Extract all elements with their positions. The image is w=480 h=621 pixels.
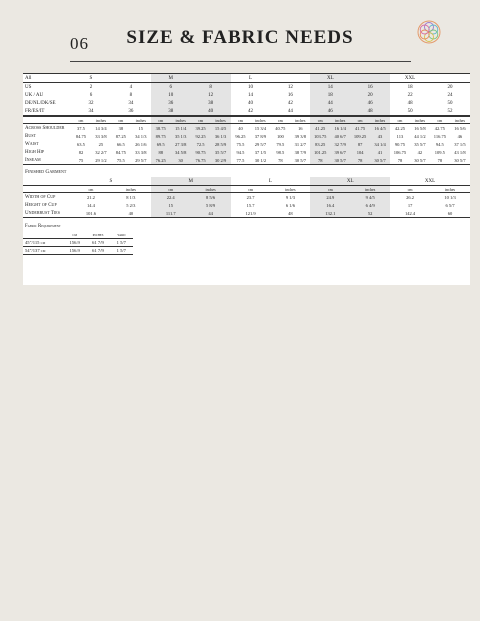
- measurement-cell: 35 5/7: [211, 148, 231, 156]
- unit-header: cm: [191, 117, 211, 124]
- measurement-cell: 82: [78, 149, 84, 155]
- measurement-cell: 14 3/4: [95, 125, 107, 131]
- fabric-cell: 61 7/9: [86, 247, 109, 255]
- measurement-cell: 32 2/7: [95, 149, 107, 155]
- row-label: Bust: [25, 134, 36, 139]
- measurement-cell: 30 5/7: [370, 156, 390, 165]
- measurement-cell: 37.5: [77, 125, 85, 131]
- size-cell: 44: [310, 99, 350, 107]
- measurement-cell: 26 1/6: [135, 141, 147, 147]
- unit-header: cm: [151, 117, 171, 124]
- size-cell: 38: [151, 107, 191, 116]
- measurement-row: [23, 132, 470, 140]
- fabric-row: [23, 239, 133, 247]
- size-cell: 8: [129, 92, 133, 98]
- measurement-cell: 41.25: [310, 124, 330, 133]
- measurement-cell: 104: [350, 148, 370, 156]
- size-cell: XXL: [390, 74, 430, 83]
- garment-cell: 24.9: [310, 193, 350, 202]
- unit-header: inches: [270, 186, 310, 193]
- measurement-cell: 90.75: [394, 141, 406, 147]
- size-header: M: [151, 177, 231, 186]
- measurement-cell: 16: [298, 125, 303, 131]
- size-header: XXL: [424, 178, 436, 184]
- size-cell: 48: [350, 107, 390, 116]
- unit-header: cm: [390, 117, 410, 124]
- unit-header: cm: [390, 186, 430, 193]
- measurement-cell: 42.75: [434, 125, 445, 131]
- measurement-cell: 78: [350, 156, 370, 165]
- row-label: Height of Cup: [25, 203, 57, 208]
- size-cell: 36: [111, 107, 151, 116]
- garment-cell: 21.2: [87, 194, 95, 200]
- garment-cell: 44: [191, 209, 231, 218]
- size-cell: 12: [191, 91, 231, 99]
- size-cell: 42: [231, 107, 271, 116]
- garment-cell: 48: [270, 209, 310, 218]
- measurement-cell: 103.75: [310, 132, 330, 140]
- measurement-cell: 35 5/7: [414, 141, 426, 147]
- size-row: [23, 99, 470, 107]
- garment-cell: 40: [111, 209, 151, 218]
- unit-header: cm: [270, 117, 290, 124]
- size-cell: 40: [191, 107, 231, 116]
- measurement-cell: 72.5: [191, 140, 211, 148]
- measurement-row: [23, 124, 470, 133]
- measurement-cell: 38.75: [151, 124, 171, 133]
- garment-cell: 8 1/3: [126, 194, 136, 200]
- unit-header: [23, 231, 63, 239]
- unit-header: inches: [91, 117, 111, 124]
- row-label: Width of Cup: [25, 195, 56, 200]
- size-cell: 4: [129, 84, 133, 90]
- garment-cell: 5 8/9: [191, 201, 231, 209]
- measurement-cell: 63.5: [77, 141, 85, 147]
- size-cell: 48: [407, 100, 413, 106]
- measurement-cell: 66.5: [116, 141, 125, 147]
- size-cell: 38: [191, 99, 231, 107]
- measurement-cell: 30 1/2: [250, 156, 270, 165]
- fabric-cell: 1 5/7: [110, 239, 133, 247]
- measurement-cell: 30 2/9: [211, 156, 231, 165]
- measurement-cell: 96.25: [235, 133, 246, 139]
- unit-header: cm: [151, 186, 191, 193]
- measurement-cell: 109.5: [434, 149, 445, 155]
- measurement-cell: 35 1/3: [171, 132, 191, 140]
- measurement-cell: 15 1/4: [171, 124, 191, 133]
- garment-row: [23, 209, 470, 218]
- measurement-cell: 78: [430, 156, 450, 165]
- unit-header: yard: [110, 231, 133, 239]
- size-row: [23, 74, 470, 83]
- size-cell: 6: [151, 83, 191, 92]
- measurement-cell: 34 5/8: [171, 148, 191, 156]
- unit-header: [23, 186, 71, 193]
- unit-header: inches: [430, 186, 470, 193]
- measurement-row: [23, 156, 470, 165]
- measurement-cell: 30: [171, 156, 191, 165]
- size-cell: 44: [270, 107, 310, 116]
- garment-cell: 111.7: [151, 209, 191, 218]
- title-divider: [70, 61, 411, 62]
- unit-header: inches: [370, 117, 390, 124]
- measurement-cell: 16 1/4: [330, 124, 350, 133]
- measurement-cell: 83.25: [310, 140, 330, 148]
- size-cell: 20: [447, 84, 453, 90]
- fabric-cell: 156.9: [63, 247, 86, 255]
- measurement-cell: 41.75: [350, 124, 370, 133]
- measurement-cell: 78: [390, 156, 410, 165]
- measurement-cell: 46: [457, 133, 463, 139]
- measurement-cell: 84.75: [75, 133, 87, 139]
- unit-header: inches: [131, 117, 151, 124]
- size-cell: [350, 74, 390, 83]
- garment-cell: 6 4/9: [350, 201, 390, 209]
- size-cell: [111, 74, 151, 83]
- size-row: [23, 83, 470, 92]
- fabric-requirement-title: Fabric Requirement: [25, 224, 61, 229]
- measurement-cell: 39.25: [191, 124, 211, 133]
- finished-garment-title: Finished Garment: [25, 169, 67, 175]
- measurement-cell: 16 5/6: [454, 125, 466, 131]
- size-cell: 10: [248, 84, 253, 90]
- row-label: DE/NL/DK/SE: [25, 100, 56, 106]
- units-row: [23, 231, 133, 239]
- measurement-cell: 15 3/4: [254, 125, 267, 131]
- measurement-cell: 76.75: [191, 156, 211, 165]
- unit-header: inches: [330, 117, 350, 124]
- unit-header: inches: [86, 231, 109, 239]
- garment-cell: 15.7: [246, 202, 255, 208]
- unit-header: cm: [71, 117, 91, 124]
- unit-header: inches: [191, 186, 231, 193]
- measurement-cell: 40: [238, 125, 243, 131]
- fabric-cell: 61 7/9: [86, 239, 109, 247]
- measurement-cell: 34 1/4: [370, 140, 390, 148]
- measurement-cell: 89.75: [151, 132, 171, 140]
- measurement-row: [23, 140, 470, 148]
- measurement-cell: 44 1/2: [414, 133, 426, 139]
- measurement-cell: 75: [71, 156, 91, 165]
- measurement-cell: 101.25: [310, 148, 330, 156]
- size-cell: 46: [350, 99, 390, 107]
- row-label: 45"/115 cm: [23, 239, 63, 247]
- unit-header: cm: [350, 117, 370, 124]
- garment-cell: 9 4/5: [350, 193, 390, 202]
- measurement-cell: 98.5: [276, 149, 285, 155]
- size-cell: 8: [191, 83, 231, 92]
- size-cell: [270, 74, 310, 83]
- size-cell: [191, 74, 231, 83]
- page-number: 06: [70, 34, 89, 53]
- units-row: [23, 186, 470, 193]
- measurement-cell: 40.75: [275, 125, 286, 131]
- garment-cell: 60: [430, 209, 470, 218]
- measurement-cell: 94.5: [236, 149, 245, 155]
- row-label: UK / AU: [25, 92, 44, 98]
- size-cell: 16: [350, 83, 390, 92]
- size-cell: 20: [350, 91, 390, 99]
- size-cell: 2: [89, 84, 93, 90]
- row-label: Waist: [25, 142, 39, 147]
- size-cell: 18: [310, 91, 350, 99]
- size-cell: 34: [71, 107, 111, 116]
- measurement-cell: 30 5/7: [410, 156, 430, 165]
- measurement-cell: 32 7/9: [330, 140, 350, 148]
- row-label: 54"/137 cm: [23, 247, 63, 255]
- unit-header: inches: [290, 117, 310, 124]
- fabric-row: [23, 247, 133, 255]
- unit-header: cm: [310, 186, 350, 193]
- unit-header: cm: [231, 186, 271, 193]
- units-row: [23, 117, 470, 124]
- measurement-cell: 15 4/5: [211, 124, 231, 133]
- measurement-cell: 37 1/5: [254, 149, 267, 155]
- garment-cell: 132.1: [310, 209, 350, 218]
- size-cell: 10: [151, 91, 191, 99]
- size-row: [23, 91, 470, 99]
- garment-cell: 101.6: [71, 209, 111, 218]
- measurement-cell: 33 3/8: [135, 149, 147, 155]
- measurement-cell: 29 5/7: [131, 156, 151, 165]
- measurement-cell: 39 6/7: [330, 148, 350, 156]
- size-cell: 24: [447, 92, 453, 98]
- fabric-cell: 1 5/7: [110, 247, 133, 255]
- finished-garment-table: [23, 177, 470, 218]
- unit-header: cm: [63, 231, 86, 239]
- garment-cell: 6 5/7: [445, 202, 455, 208]
- measurement-cell: 29 1/2: [91, 156, 111, 165]
- garment-cell: 23.7: [246, 194, 255, 200]
- row-label: High Hip: [25, 150, 45, 155]
- size-conversion-table: [23, 73, 470, 116]
- measurement-cell: 94.5: [435, 141, 444, 147]
- measurement-cell: 16 5/8: [414, 125, 426, 131]
- measurement-cell: 116.75: [433, 133, 446, 139]
- measurement-cell: 27 3/8: [171, 140, 191, 148]
- measurement-cell: 77.5: [231, 156, 251, 165]
- size-cell: 14: [248, 92, 253, 98]
- size-cell: 22: [407, 92, 413, 98]
- garment-cell: 15: [151, 201, 191, 209]
- garment-cell: 17: [407, 202, 413, 208]
- size-header: L: [268, 178, 272, 184]
- size-cell: 50: [447, 100, 453, 106]
- size-cell: 14: [310, 83, 350, 92]
- unit-header: inches: [211, 117, 231, 124]
- row-label: Across Shoulder: [25, 126, 65, 131]
- garment-cell: 8 5/6: [191, 193, 231, 202]
- size-cell: XL: [310, 74, 350, 83]
- measurement-cell: 43 1/8: [454, 149, 466, 155]
- garment-row: [23, 201, 470, 209]
- blank-cell: [23, 177, 71, 186]
- mandala-flower-icon: [417, 20, 441, 44]
- unit-header: [23, 117, 71, 124]
- garment-cell: 6 1/6: [285, 202, 295, 208]
- unit-header: inches: [171, 117, 191, 124]
- measurement-cell: 79.5: [276, 141, 285, 147]
- unit-header: inches: [111, 186, 151, 193]
- size-cell: 52: [430, 107, 470, 116]
- measurement-cell: 30 5/7: [330, 156, 350, 165]
- fabric-requirement-table: [23, 231, 133, 255]
- measurement-cell: 37 1/5: [454, 141, 466, 147]
- body-measurements-table: [23, 116, 470, 165]
- measurement-cell: 87.25: [115, 133, 126, 139]
- unit-header: inches: [450, 117, 470, 124]
- measurement-cell: 88: [151, 148, 171, 156]
- size-cell: S: [71, 74, 111, 83]
- size-cell: 36: [151, 99, 191, 107]
- garment-cell: 52: [350, 209, 390, 218]
- unit-header: cm: [430, 117, 450, 124]
- row-label: Inseam: [23, 156, 71, 165]
- size-cell: 40: [248, 100, 253, 106]
- measurement-cell: 84.75: [115, 149, 126, 155]
- measurement-cell: 78: [270, 156, 290, 165]
- measurement-cell: 30 5/7: [290, 156, 310, 165]
- size-chart-panel: [23, 73, 470, 285]
- size-header-row: [23, 177, 470, 186]
- size-cell: 42: [287, 100, 293, 106]
- measurement-cell: 106.75: [393, 149, 407, 155]
- garment-cell: 26.2: [406, 194, 414, 200]
- size-row: [23, 107, 470, 116]
- size-cell: 46: [310, 107, 350, 116]
- page-title: SIZE & FABRIC NEEDS: [126, 27, 354, 48]
- measurement-cell: 38: [118, 125, 124, 131]
- size-cell: [430, 74, 470, 83]
- measurement-cell: 42: [417, 149, 423, 155]
- measurement-cell: 36 1/3: [211, 132, 231, 140]
- unit-header: cm: [231, 117, 251, 124]
- measurement-cell: 100: [276, 133, 284, 139]
- measurement-cell: 76.25: [151, 156, 171, 165]
- garment-cell: 121.9: [231, 209, 271, 218]
- garment-cell: 9 1/3: [285, 194, 295, 200]
- garment-cell: 5 2/3: [126, 202, 136, 208]
- unit-header: cm: [111, 117, 131, 124]
- row-label: FR/ES/IT: [23, 107, 71, 116]
- measurement-cell: 15: [138, 125, 144, 131]
- size-cell: L: [231, 74, 271, 83]
- fabric-cell: 156.9: [63, 239, 86, 247]
- size-cell: 32: [88, 100, 94, 106]
- measurement-cell: 40 6/7: [330, 132, 350, 140]
- size-cell: 16: [287, 92, 293, 98]
- measurement-cell: 69.5: [151, 140, 171, 148]
- measurement-cell: 113: [396, 133, 404, 139]
- garment-cell: 22.4: [151, 193, 191, 202]
- garment-cell: 14.4: [87, 202, 95, 208]
- size-cell: 18: [407, 84, 413, 90]
- measurement-cell: 43: [370, 132, 390, 140]
- unit-header: inches: [350, 186, 390, 193]
- size-header: XL: [310, 177, 390, 186]
- measurement-cell: 28 5/9: [211, 140, 231, 148]
- measurement-row: [23, 148, 470, 156]
- unit-header: inches: [410, 117, 430, 124]
- measurement-cell: 87: [350, 140, 370, 148]
- garment-cell: 10 1/3: [444, 194, 456, 200]
- size-cell: 34: [128, 100, 134, 106]
- unit-header: cm: [71, 186, 111, 193]
- size-cell: M: [151, 74, 191, 83]
- measurement-cell: 78: [310, 156, 330, 165]
- size-cell: 6: [89, 92, 93, 98]
- size-header: S: [109, 178, 113, 184]
- measurement-cell: 92.25: [191, 132, 211, 140]
- measurement-cell: 41: [370, 148, 390, 156]
- measurement-cell: 39 3/8: [294, 133, 306, 139]
- garment-cell: 142.4: [390, 209, 430, 218]
- size-cell: 50: [390, 107, 430, 116]
- row-label: US: [25, 84, 32, 90]
- measurement-cell: 75.5: [111, 156, 131, 165]
- measurement-cell: 37 8/9: [254, 133, 267, 139]
- measurement-cell: 16 4/5: [370, 124, 390, 133]
- measurement-cell: 90.75: [191, 148, 211, 156]
- measurement-cell: 109.25: [350, 132, 370, 140]
- garment-cell: 16.4: [310, 201, 350, 209]
- measurement-cell: 25: [98, 141, 104, 147]
- measurement-cell: 31 2/7: [294, 141, 306, 147]
- row-label: All: [23, 74, 71, 83]
- measurement-cell: 34 1/3: [135, 133, 147, 139]
- measurement-cell: 42.25: [394, 125, 406, 131]
- measurement-cell: 38 7/9: [294, 149, 306, 155]
- size-cell: 12: [287, 84, 293, 90]
- garment-row: [23, 193, 470, 202]
- row-label: Underbust Ties: [23, 209, 71, 218]
- unit-header: cm: [310, 117, 330, 124]
- measurement-cell: 33 3/8: [95, 133, 107, 139]
- measurement-cell: 30 5/7: [450, 156, 470, 165]
- measurement-cell: 75.5: [236, 141, 245, 147]
- measurement-cell: 29 5/7: [254, 141, 267, 147]
- unit-header: inches: [250, 117, 270, 124]
